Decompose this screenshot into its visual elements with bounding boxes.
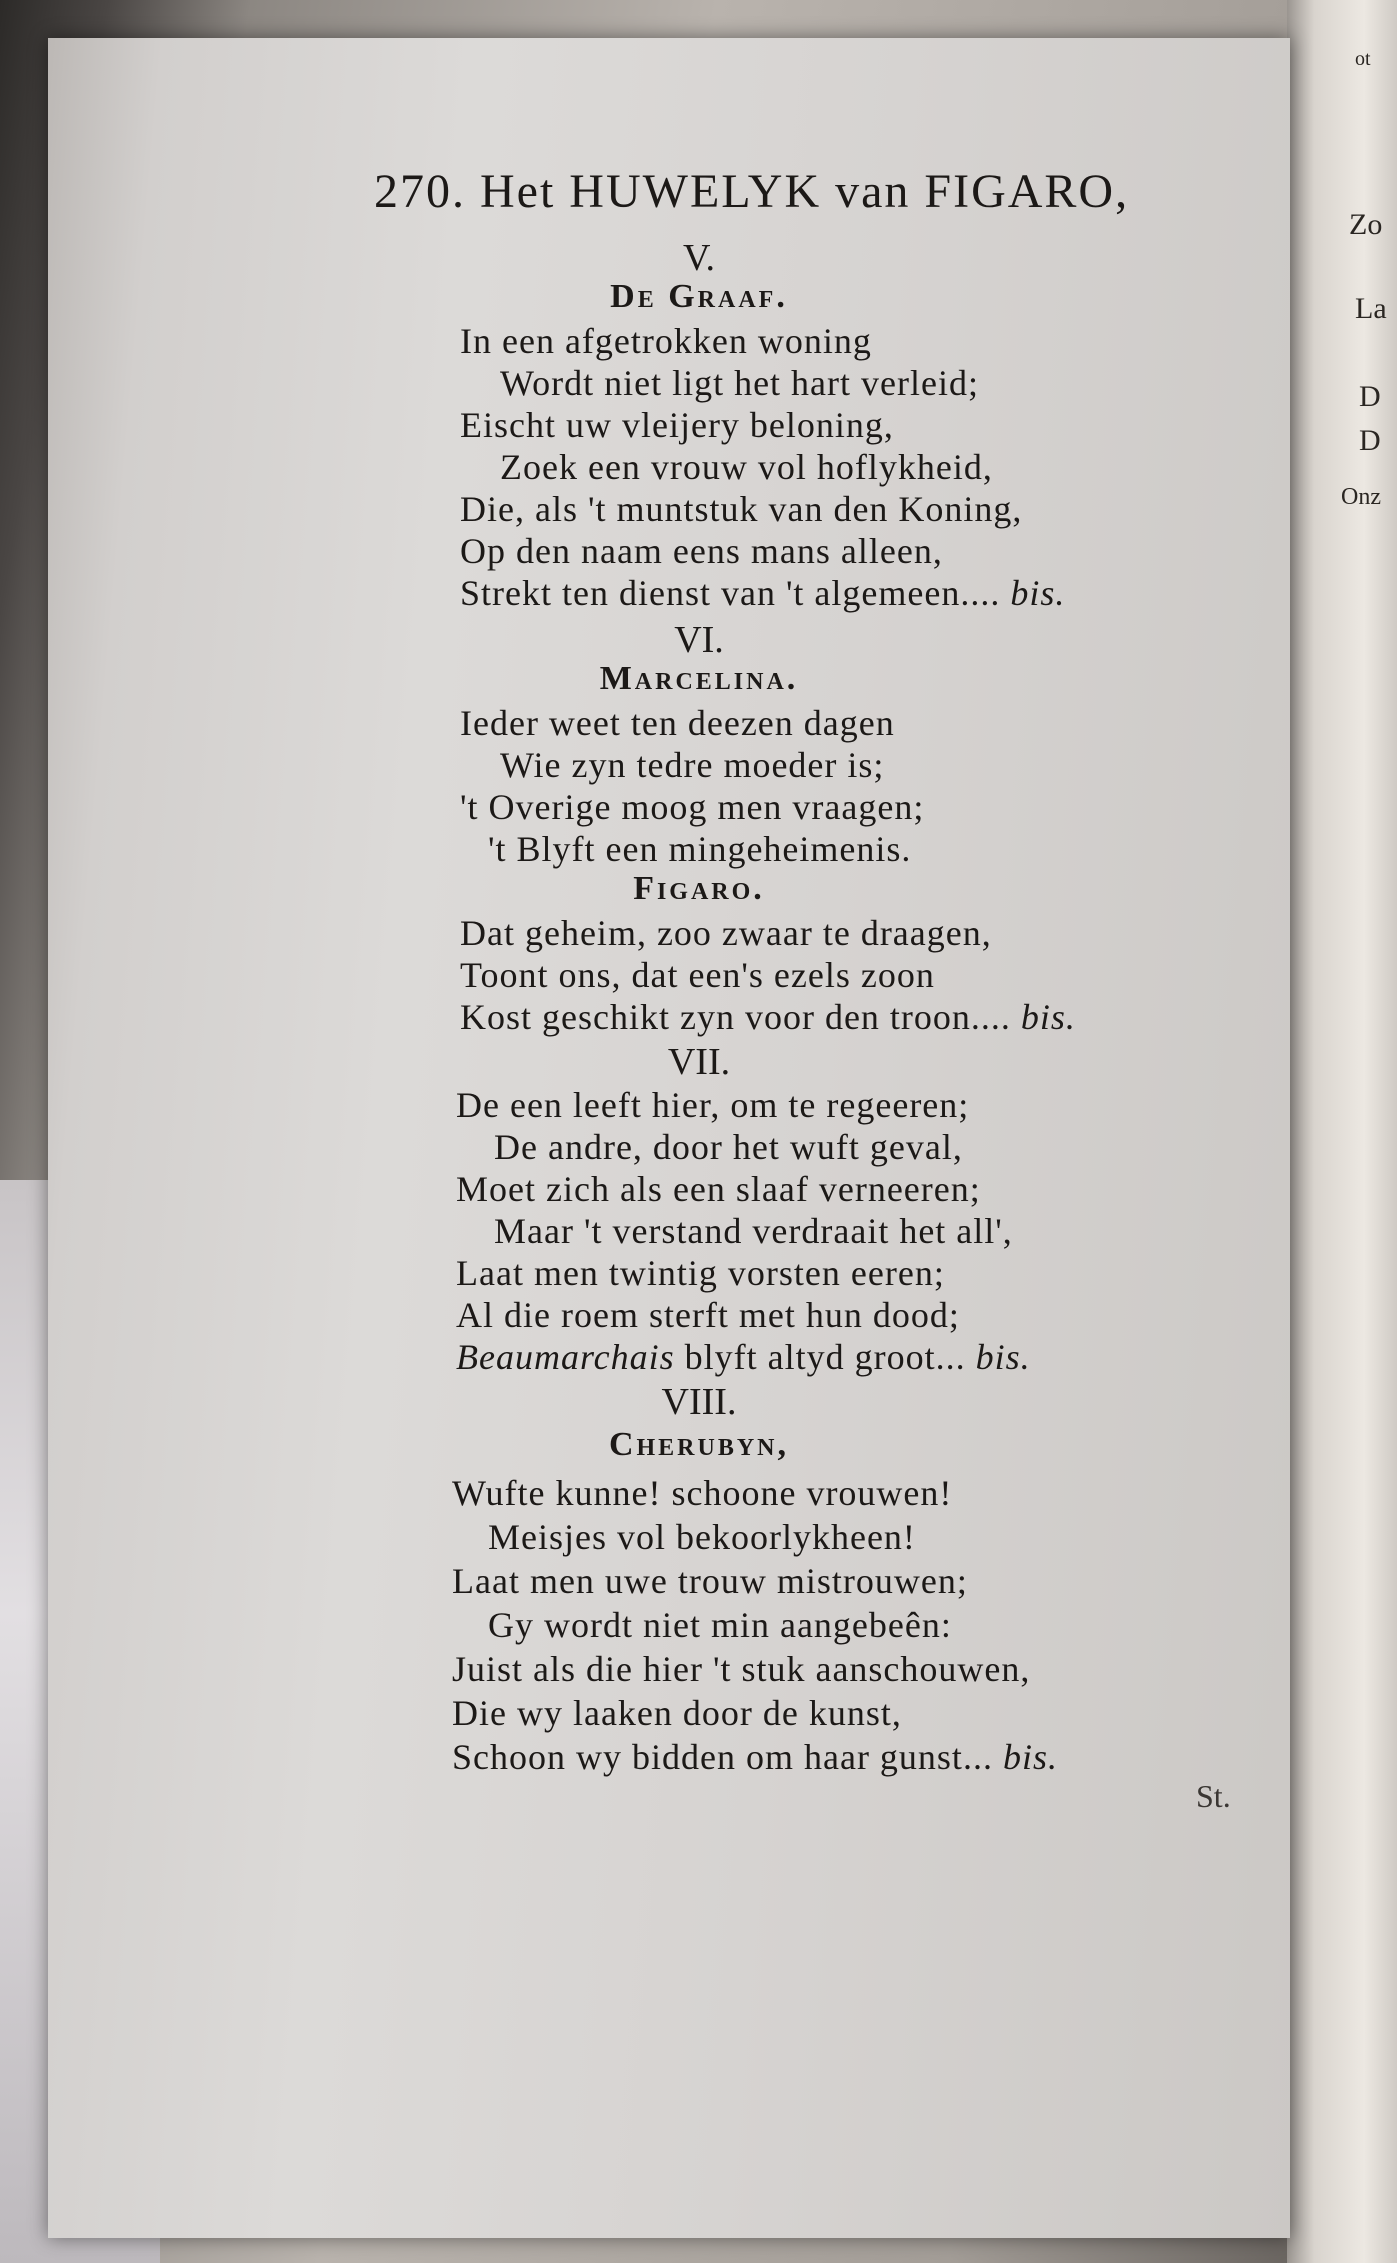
verse-line <box>460 572 1065 614</box>
verse-line: Moet zich als een slaaf verneeren; <box>456 1169 981 1209</box>
catchword: St. <box>1196 1778 1231 1814</box>
verse-line: Dat geheim, zoo zwaar te draagen, <box>460 913 992 953</box>
facing-fragment: La <box>1355 292 1387 325</box>
verse-line <box>452 1736 1058 1778</box>
book-page <box>48 38 1290 2238</box>
verse-line: Die wy laaken door de kunst, <box>452 1693 902 1733</box>
verse-line <box>460 996 1076 1038</box>
speaker-name: Figaro. <box>633 870 765 907</box>
bis-marker: bis. <box>1010 573 1066 613</box>
verse-line: Zoek een vrouw vol hoflykheid, <box>500 447 993 487</box>
verse-text: Kost geschikt zyn voor den troon.... <box>460 997 1011 1037</box>
stanza-numeral: VI. <box>674 619 724 661</box>
verse-line: 't Blyft een mingeheimenis. <box>488 829 912 869</box>
verse-line: De een leeft hier, om te regeeren; <box>456 1085 970 1125</box>
facing-fragment: ot <box>1355 48 1371 70</box>
verse-line: In een afgetrokken woning <box>460 321 872 361</box>
facing-fragment: Zo <box>1349 208 1383 241</box>
stanza-numeral: VIII. <box>661 1381 737 1423</box>
stanza-numeral: V. <box>682 237 716 279</box>
running-title: Het HUWELYK van FIGARO, <box>480 165 1130 218</box>
facing-fragment: D <box>1359 380 1381 413</box>
verse-line: Al die roem sterft met hun dood; <box>456 1295 960 1335</box>
facing-fragment: Onz <box>1341 484 1381 510</box>
page-number: 270. <box>374 165 466 218</box>
author-name: Beaumarchais <box>456 1337 675 1377</box>
verse-line: Maar 't verstand verdraait het all', <box>494 1211 1013 1251</box>
verse-line: Wordt niet ligt het hart verleid; <box>500 363 979 403</box>
speaker-name: De Graaf. <box>610 278 788 315</box>
facing-fragment: D <box>1359 424 1381 457</box>
speaker-name: Cherubyn, <box>608 1426 790 1463</box>
verse-line: Laat men uwe trouw mistrouwen; <box>452 1561 968 1601</box>
bis-marker: bis. <box>975 1337 1031 1377</box>
verse-line: Gy wordt niet min aangebeên: <box>488 1605 952 1645</box>
verse-line: Wie zyn tedre moeder is; <box>500 745 885 785</box>
running-header <box>374 164 1129 219</box>
verse-line: Ieder weet ten deezen dagen <box>460 703 895 743</box>
verse-line: Eischt uw vleijery beloning, <box>460 405 894 445</box>
verse-line: Toont ons, dat een's ezels zoon <box>460 955 935 995</box>
facing-page-edge <box>1287 0 1397 2263</box>
verse-line: 't Overige moog men vraagen; <box>460 787 925 827</box>
bis-marker: bis. <box>1020 997 1076 1037</box>
stanza-numeral: VII. <box>667 1041 731 1083</box>
verse-line: Juist als die hier 't stuk aanschouwen, <box>452 1649 1031 1689</box>
verse-line: Laat men twintig vorsten eeren; <box>456 1253 945 1293</box>
verse-line: De andre, door het wuft geval, <box>494 1127 963 1167</box>
page-content <box>48 38 1290 2238</box>
verse-text: Schoon wy bidden om haar gunst... <box>452 1737 993 1777</box>
verse-line <box>456 1336 1031 1378</box>
verse-text: blyft altyd groot... <box>684 1337 966 1377</box>
speaker-name: Marcelina. <box>599 660 799 697</box>
verse-text: Strekt ten dienst van 't algemeen.... <box>460 573 1001 613</box>
verse-line: Wufte kunne! schoone vrouwen! <box>452 1473 953 1513</box>
verse-line: Op den naam eens mans alleen, <box>460 531 943 571</box>
bis-marker: bis. <box>1002 1737 1058 1777</box>
verse-line: Meisjes vol bekoorlykheen! <box>488 1517 916 1557</box>
verse-line: Die, als 't muntstuk van den Koning, <box>460 489 1023 529</box>
